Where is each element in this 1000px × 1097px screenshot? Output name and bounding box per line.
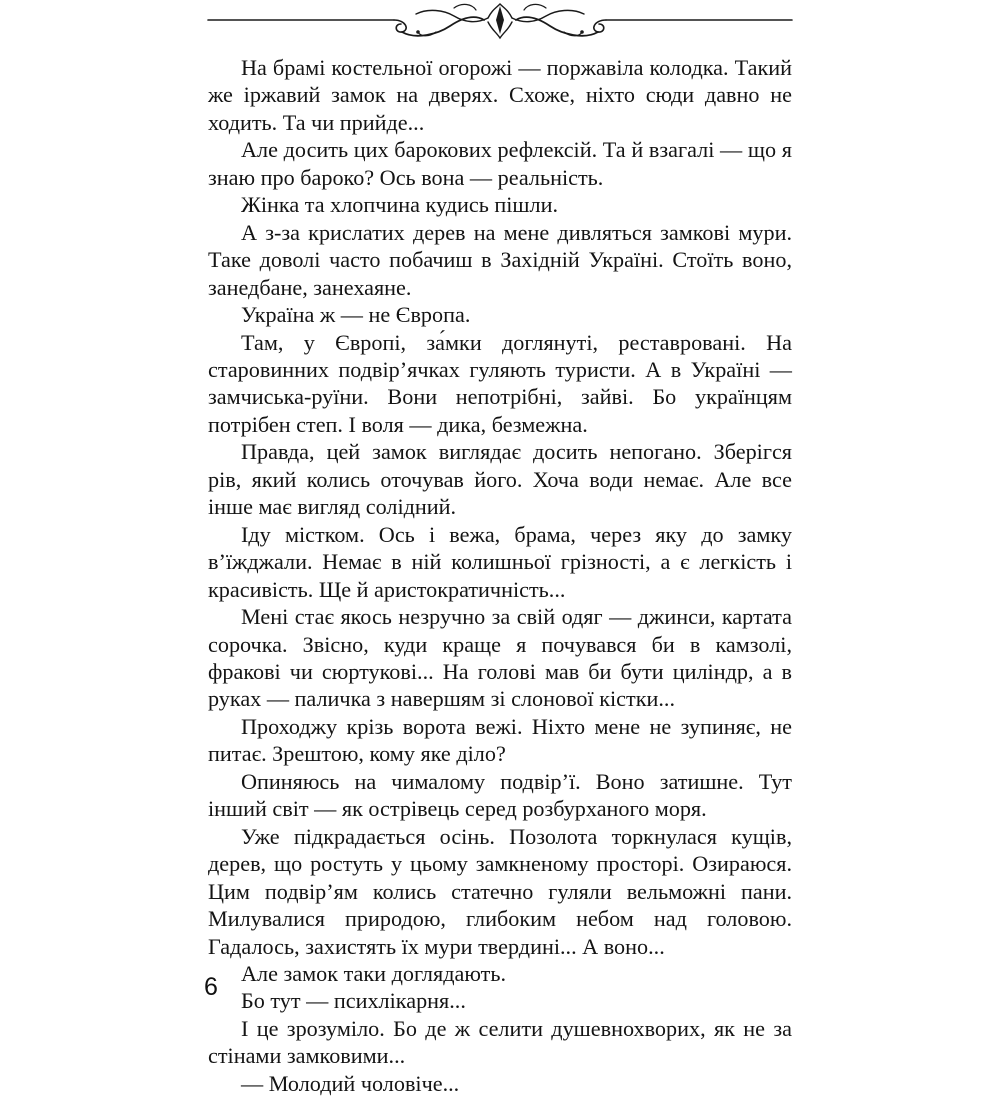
body-text [208, 54, 792, 1097]
paragraph: Проходжу крізь ворота вежі. Ніхто мене не зупиняє, не питає. Зрештою, кому яке діло? [208, 713, 792, 767]
paragraph: Жінка та хлопчина кудись пішли. [241, 192, 559, 218]
paragraph: Опиняюсь на чималому подвір’ї. Воно затишне. Тут інший світ — як острівець серед розбурханого моря. [208, 768, 792, 822]
paragraph: Бо тут — психлікарня... [241, 988, 466, 1014]
paragraph: А з-за крислатих дерев на мене дивляться замкові мури. Таке доволі часто побачиш в Західній Україні. Стоїть воно, занедбане, занехаяне. [208, 219, 792, 300]
paragraph: І це зрозуміло. Бо де ж селити душевнохворих, як не за стінами замковими... [208, 1015, 792, 1069]
paragraph: Але досить цих барокових рефлексій. Та й взагалі — що я знаю про бароко? Ось вона — реальність. [208, 137, 792, 190]
paragraph: Іду містком. Ось і вежа, брама, через яку до замку в’їжджали. Немає в ній колишньої грізності, а є легкість і красивість. Ще й аристократичність... [208, 521, 792, 602]
paragraph: Правда, цей замок виглядає досить непогано. Зберігся рів, який колись оточував його. Хоча води немає. Але все інше має вигляд солідний. [208, 439, 792, 520]
paragraph: На брамі костельної огорожі — поржавіла колодка. Такий же іржавий замок на дверях. Схоже, ніхто сюди давно не ходить. Та чи прийде... [208, 55, 792, 135]
paragraph: Там, у Європі, за́мки доглянуті, реставровані. На старовинних подвір’ячках гуляють туристи. А в Україні — замчиська-руїни. Вони непотрібні, зайві. Бо українцям потрібен степ. І воля — дика, безмежна. [208, 329, 792, 437]
paragraph: Але замок таки доглядають. [241, 960, 506, 986]
paragraph: Україна ж — не Європа. [241, 302, 471, 328]
ornament-divider-icon [206, 0, 794, 44]
page-number: 6 [204, 973, 218, 1001]
paragraph: Мені стає якось незручно за свій одяг — джинси, картата сорочка. Звісно, куди краще я почувався би в камзолі, фракові чи сюртукові... На голові мав би бути циліндр, а в руках — паличка з навершям зі слонової кістки... [208, 604, 792, 712]
paragraph: — Молодий чоловіче... [241, 1070, 460, 1096]
paragraph: Уже підкрадається осінь. Позолота торкнулася кущів, дерев, що ростуть у цьому замкненому просторі. Озираюся. Цим подвір’ям колись статечно гуляли вельможні пани. Милувалися природою, глибоким небом над головою. Гадалось, захистять їх мури твердині... А воно... [208, 823, 792, 959]
